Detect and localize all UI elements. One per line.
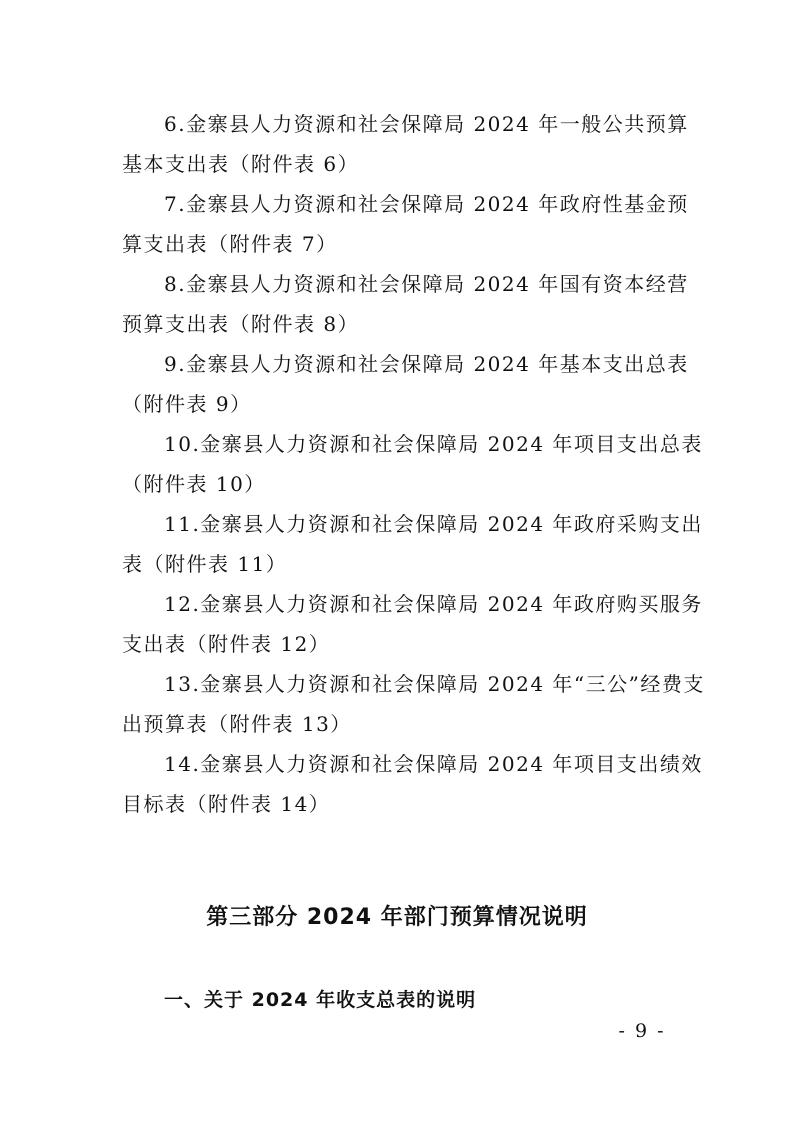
list-item-line-2: 支出表（附件表 12） — [122, 632, 331, 656]
list-item — [122, 584, 703, 664]
list-item — [122, 104, 689, 184]
list-item-line-1: 8.金寨县人力资源和社会保障局 2024 年国有资本经营 — [164, 272, 689, 296]
list-item — [122, 744, 703, 824]
list-item — [122, 424, 703, 504]
list-item-line-2: 表（附件表 11） — [122, 552, 288, 576]
list-item-line-1: 13.金寨县人力资源和社会保障局 2024 年“三公”经费支 — [164, 672, 705, 696]
attachment-list — [122, 104, 705, 824]
list-item-line-2: 目标表（附件表 14） — [122, 792, 331, 816]
list-item-line-2: 出预算表（附件表 13） — [122, 712, 352, 736]
list-item-line-1: 9.金寨县人力资源和社会保障局 2024 年基本支出总表 — [164, 352, 689, 376]
list-item-line-2: （附件表 9） — [122, 392, 252, 416]
list-item-line-1: 7.金寨县人力资源和社会保障局 2024 年政府性基金预 — [164, 192, 689, 216]
list-item — [122, 264, 689, 344]
list-item-line-1: 6.金寨县人力资源和社会保障局 2024 年一般公共预算 — [164, 112, 689, 136]
list-item-line-1: 14.金寨县人力资源和社会保障局 2024 年项目支出绩效 — [164, 752, 703, 776]
list-item-line-1: 10.金寨县人力资源和社会保障局 2024 年项目支出总表 — [164, 432, 703, 456]
list-item — [122, 504, 703, 584]
page-number: - 9 - — [618, 1020, 666, 1042]
list-item — [122, 344, 689, 424]
section-title: 第三部分 2024 年部门预算情况说明 — [206, 905, 588, 930]
list-item-line-2: 基本支出表（附件表 6） — [122, 152, 360, 176]
list-item — [122, 184, 689, 264]
list-item-line-2: 预算支出表（附件表 8） — [122, 312, 360, 336]
list-item-line-2: 算支出表（附件表 7） — [122, 232, 338, 256]
list-item — [122, 664, 705, 744]
list-item-line-1: 12.金寨县人力资源和社会保障局 2024 年政府购买服务 — [164, 592, 703, 616]
list-item-line-2: （附件表 10） — [122, 472, 266, 496]
list-item-line-1: 11.金寨县人力资源和社会保障局 2024 年政府采购支出 — [164, 512, 703, 536]
subheading: 一、关于 2024 年收支总表的说明 — [164, 989, 477, 1011]
